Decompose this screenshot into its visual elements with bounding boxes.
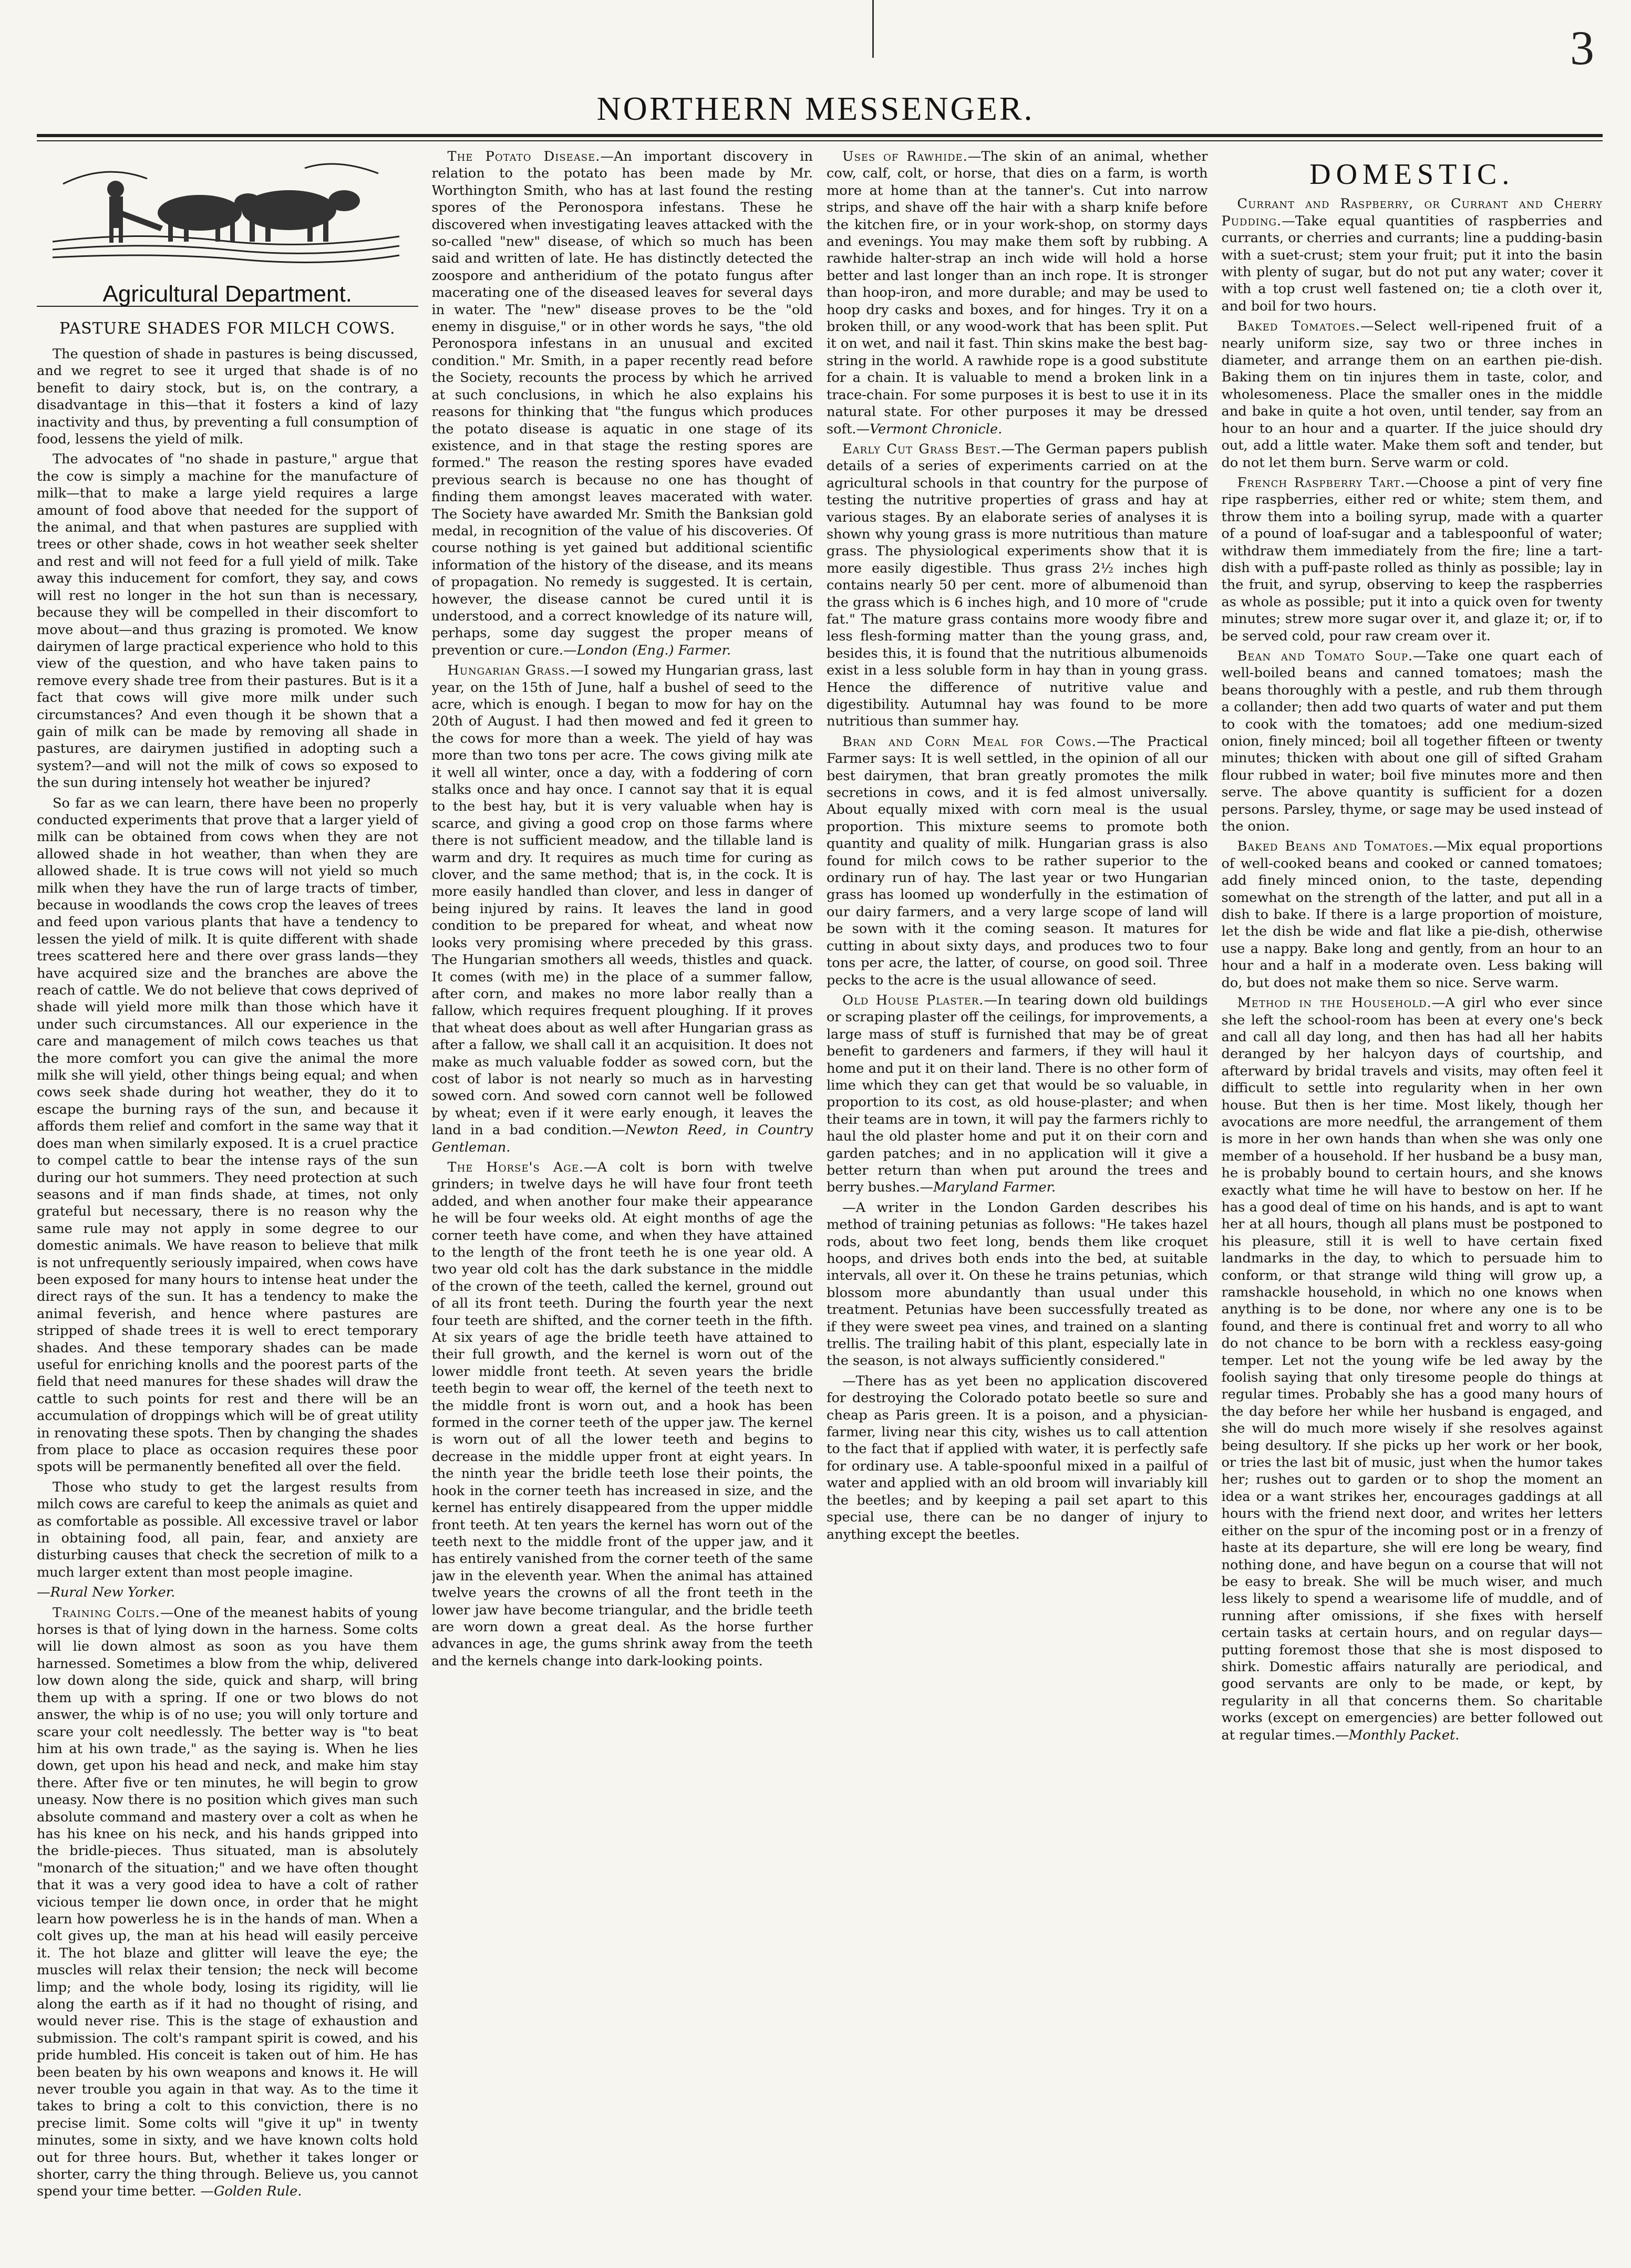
potato-disease-article xyxy=(432,148,813,659)
article-lead: French Raspberry Tart. xyxy=(1237,474,1406,491)
article-body: —An important discovery in relation to the potato has been made by Mr. Worthington Smith, who has at last found the resting spores of the Peronospora infestans. These he discovered when investigating leaves attacked with the so-called "new" disease, of which so much has been said and written of late. He has distinctly detected the zoospore and antheridium of the potato fungus after macerating one of the diseased leaves for several days in water. The "new" disease proves to be the "old enemy in disguise," or in other words he says, "the old Peronospora infestans in an unusual and excited condition." Mr. Smith, in a paper recently read before the Society, recounts the process by which he arrived at such conclusions, in which he also explains his reasons for thinking that "the fungus which produces the potato disease is aquatic in one stage of its existence, and in that stage the resting spores are formed." The reason the resting spores have evaded previous search is because no one has thought of finding them amongst leaves macerated with water. The Society have awarded Mr. Smith the Banksian gold medal, in recognition of the value of his discoveries. Of course nothing is yet gained but additional scientific information of the history of the disease, and its means of propagation. No remedy is suggested. It is certain, however, the disease cannot be cured until it is understood, and a correct knowledge of its nature will, perhaps, some day suggest the proper means of prevention or cure. xyxy=(431,149,813,658)
article-body: —I sowed my Hungarian grass, last year, on the 15th of June, half a bushel of seed to the acre, which is enough. I began to mow for hay on the 20th of August. I had then mowed and fed it green to the cows for more than a week. The yield of hay was more than two tons per acre. The cows giving milk ate it well all winter, once a day, with a foddering of corn stalks once and hay once. I cannot say that it is equal to the best hay, but it is very valuable when hay is scarce, and giving a good crop on those farms where there is not sufficient meadow, and the tillable land is warm and dry. It requires as much time for curing as clover, and the same method; that is, in the cock. It is more easily handled than clover, and less in danger of being injured by rains. It leaves the land in good condition to be prepared for wheat, and wheat now looks very promising where preceded by this grass. The Hungarian smothers all weeds, thistles and quack. It comes (with me) in the place of a summer fallow, after corn, and makes no more labor really than a fallow, which requires frequent ploughing. If it proves that wheat does about as well after Hungarian grass as after a fallow, we shall call it an acquisition. It does not make as much valuable fodder as sowed corn, but the cost of labor is not nearly so much as in harvesting sowed corn. And sowed corn cannot well be followed by wheat; even if it were early enough, it leaves the land in a bad condition. xyxy=(431,662,813,1138)
training-colts-article xyxy=(37,1604,418,2200)
article-body: —A colt is born with twelve grinders; in twelve days he will have four front teeth added, and when another four make their appearance he will be four weeks old. At eight months of age the corner teeth have come, and when they have attained to the length of the front teeth he is one year old. A two year old colt has the dark substance in the middle of the crown of the teeth, called the kernel, ground out of all its front teeth. During the fourth year the next four teeth are shifted, and the corner teeth in the fifth. At six years of age the bridle teeth have attained to their full growth, and the kernel is worn out of the lower middle front teeth. At seven years the bridle teeth begin to wear off, the kernel of the teeth next to the middle front is worn out, and a hook has been formed in the corner teeth of the upper jaw. The kernel is worn out of all the lower teeth and begins to decrease in the middle upper front at eight years. In the ninth year the bridle teeth lose their points, the hook in the corner teeth has increased in size, and the kernel has entirely disappeared from the upper middle front teeth. At ten years the kernel has worn out of the teeth next to the middle front of the upper jaw, and it has entirely vanished from the corner teeth of the same jaw in the eleventh year. When the animal has attained twelve years the crowns of all the front teeth in the lower jaw have become triangular, and the bridle teeth are worn down a great deal. As the horse further advances in age, the gums shrink away from the teeth and the kernels change into dark-looking points. xyxy=(431,1159,813,1669)
department-title: Agricultural Department. xyxy=(102,281,352,307)
column-2 xyxy=(432,148,813,2239)
raspberry-tart-recipe xyxy=(1222,474,1603,645)
article-source: —Maryland Farmer. xyxy=(920,1179,1056,1196)
masthead-rule-thick xyxy=(37,134,1603,137)
article-lead: Bean and Tomato Soup. xyxy=(1237,648,1413,664)
old-house-plaster-article xyxy=(827,992,1208,1196)
article-lead: Bran and Corn Meal for Cows. xyxy=(842,733,1097,750)
pasture-paragraph: So far as we can learn, there have been no properly conducted experiments that prove that a larger yield of milk can be obtained from cows when they are not allowed shade in hot weather, than when they are allowed shade. It is true cows will not yield so much milk when they have the run of large tracts of timber, because in woodlands the cows crop the leaves of trees and feed upon various plants that have a tendency to lessen the yield of milk. It is quite different with shade trees scattered here and there over grass lands—they have acquired size and the branches are above the reach of cattle. We do not believe that cows deprived of shade will yield more milk than those which have it under such circumstances. All our experience in the care and management of milch cows teaches us that the more comfort you can give the animal the more milk she will yield, other things being equal; and when cows seek shade during hot weather, they do it to escape the burning rays of the sun, and because it affords them relief and comfort in the same way that it does man when similarly exposed. It is a cruel practice to compel cattle to bear the intense rays of the sun during our hot summers. They need protection at such seasons and if man finds shade, at times, not only grateful but necessary, there is no reason why the same rule may not apply in some degree to our domestic animals. We have reason to believe that milk is not unfrequently seriously impaired, when cows have been exposed for many hours to intense heat under the direct rays of the sun. It has a tendency to make the animal feverish, and hence where pastures are stripped of shade trees it is well to erect temporary shades. And these temporary shades can be made useful for enriching knolls and the poorest parts of the field that need manures for these shades will draw the cattle to such points for rest and there will be an accumulation of droppings which will be of great utility in renovating these spots. Then by changing the shades from place to place as occasion requires these poor spots will be permanently benefited all over the field. xyxy=(37,795,418,1475)
hungarian-grass-article xyxy=(432,662,813,1156)
masthead: NORTHERN MESSENGER. xyxy=(596,90,1035,127)
pasture-paragraph: Those who study to get the largest results from milch cows are careful to keep the animals as quiet and as comfortable as possible. All excessive travel or labor in obtaining food, all pain, fear, and anxiety are disturbing causes that check the secretion of milk to a much larger extent than most people imagine. xyxy=(37,1479,418,1580)
pasture-paragraph: The advocates of "no shade in pasture," argue that the cow is simply a machine for the manufacture of milk—that to make a large yield requires a large amount of food above that needed for the support of the animal, and that when pastures are supplied with trees or other shade, cows in hot weather seek shelter and rest and will not feed for a full yield of milk. Take away this inducement for comfort, they say, and cows will rest no longer in the hot sun than is necessary, because they will be compelled in their discomfort to move about—and thus grazing is promoted. We know dairymen of large practical experience who hold to this view of the question, and who have taken pains to remove every shade tree from their pastures. But is it a fact that cows will give more milk under such circumstances? And even though it be shown that a gain of milk can be made by removing all shade in pastures, are dairymen justified in adopting such a system?—and will not the milk of cows so exposed to the sun during intensely hot weather be injured? xyxy=(37,451,418,791)
page-number: 3 xyxy=(1570,21,1594,75)
pudding-recipe xyxy=(1222,195,1603,315)
article-lead: Method in the Household. xyxy=(1237,995,1432,1011)
article-body: —One of the meanest habits of young horses is that of lying down in the harness. Some colts will lie down almost as soon as you have them harnessed. Sometimes a blow from the whip, delivered low down along the side, quick and sharp, will bring them up with a spring. If one or two blows do not answer, the whip is of no use; you will only torture and scare your colt needlessly. The better way is "to beat him at his own trade," as the saying is. When he lies down, get upon his head and neck, and make him stay there. After five or ten minutes, he will begin to grow uneasy. Now there is no position which gives man such absolute command and mastery over a colt as when he has his knee on his neck, and his hands gripped into the bridle-pieces. Thus situated, man is absolutely "monarch of the situation;" and we have often thought that it was a very good idea to have a colt of rather vicious temper lie down once, in order that he might learn how powerless he is in the hands of man. When a colt gives up, the man at his head will easily perceive it. The hot blaze and glitter will leave the eye; the muscles will relax their tension; the neck will become limp; and the whole body, losing its rigidity, will lie along the earth as if it had no thought of rising, and would never rise. This is the stage of exhaustion and submission. The colt's rampant spirit is cowed, and his pride humbled. His conceit is taken out of him. He has been beaten by his own weapons and knows it. He will never trouble you again in that way. As to the time it takes to bring a colt to this conviction, there is no precise limit. Some colts will "give it up" in twenty minutes, some in sixty, and we have known colts hold out for three hours. But, whether it takes longer or shorter, carry the thing through. Believe us, you cannot spend your time better. xyxy=(37,1604,418,2200)
article-lead: Uses of Rawhide. xyxy=(842,149,968,164)
agricultural-department-header xyxy=(37,148,418,307)
article-lead: Baked Beans and Tomatoes. xyxy=(1237,838,1434,855)
article-body: —The Practical Farmer says: It is well settled, in the opinion of all our best dairymen, that bran greatly promotes the milk secretions in cows, and it is fed almost universally. About equally mixed with corn meal is the usual proportion. This mixture seems to promote both quantity and quality of milk. Hungarian grass is also found for milch cows to be rather superior to the ordinary run of hay. The last year or two Hungarian grass has loomed up wonderfully in the estimation of our dairy farmers, and a very large scope of land will be sown with it the coming season. It matures for cutting in about sixty days, and produces two to four tons per acre, the latter, of course, on good soil. Three pecks to the acre is the usual allowance of seed. xyxy=(827,733,1208,988)
column-1 xyxy=(37,148,418,2239)
article-body: —Take one quart each of well-boiled beans and canned tomatoes; mash the beans thoroughly with a pestle, and rub them through a collander; then add two quarts of water and put them to cook with the tomatoes; add one medium-sized onion, finely minced; boil all together fifteen or twenty minutes; thicken with about one gill of sifted Graham flour rubbed in water; boil five minutes more and then serve. The above quantity is sufficient for a dozen persons. Parsley, thyme, or sage may be used instead of the onion. xyxy=(1221,648,1603,835)
article-body: —Mix equal proportions of well-cooked beans and cooked or canned tomatoes; add finely minced onion, to the taste, depending somewhat on the strength of the latter, and put all in a dish to bake. If there is a large proportion of moisture, let the dish be wide and flat like a pie-dish, otherwise use a nappy. Bake long and gently, from an hour to an hour and a half in a moderate oven. Less baking will do, but does not make them so nice. Serve warm. xyxy=(1221,838,1603,991)
masthead-rule-thin xyxy=(37,140,1603,141)
article-lead: The Horse's Age. xyxy=(447,1159,584,1175)
horse-age-article xyxy=(432,1159,813,1670)
baked-beans-recipe xyxy=(1222,838,1603,991)
article-columns xyxy=(37,148,1603,2239)
article-body: —A girl who ever since she left the school-room has been at every one's beck and call all day long, and then has had all her habits deranged by her halcyon days of courtship, and afterward by bridal travels and visits, may often feel it difficult to settle into regularity when in her own house. But then is her time. Most likely, though her avocations are more needful, the arrangement of them is more in her own hands than when she was only one member of a household. If her husband be a busy man, he is probably bound to certain hours, and she knows exactly what time he will have to bestow on her. If he has a good deal of time on his hands, and is apt to want her at all hours, though all plans must be postponed to his pleasure, still it is well to have certain fixed landmarks in the day, to which to persuade him to conform, or that strange wild thing will grow up, a ramshackle household, in which no one knows when anything is to be done, nor where any one is to be found, and there is continual fret and worry to all who do not chance to be born with a reckless easy-going temper. Let not the young wife be led away by the foolish saying that only tiresome people do things at regular times. Probably she has a good many hours of the day before her while her husband is engaged, and she will do much more wisely if she resolves against being desultory. If she picks up her work or her book, or tries the last bit of music, just when the humor takes her; rushes out to garden or to shop the moment an idea or a want strikes her, encourages gaddings at all hours with the friend next door, and writes her letters either on the spur of the incoming post or in a frenzy of haste at its departure, she will ere long be weary, find nothing done, and have begun on a course that will not be easy to break. She will be much wiser, and much less likely to spend a wearisome life of muddle, and of running after omissions, if she fixes with herself certain tasks at certain hours, and on regular days—putting foremost those that she is most disposed to shirk. Domestic affairs naturally are periodical, and good servants are only to be made, or kept, by regularity in all that concerns them. So charitable works (except on emergencies) are better followed out at regular times. xyxy=(1221,995,1603,1743)
rawhide-article xyxy=(827,148,1208,438)
article-body: —Choose a pint of very fine ripe raspberries, either red or white; stem them, and throw them into a boiling syrup, made with a quarter of a pound of loaf-sugar and a tablespoonful of water; withdraw them immediately from the fire; line a tart-dish with a puff-paste rolled as thinly as possible; lay in the fruit, and syrup, observing to keep the raspberries as whole as possible; put it into a quick oven for twenty minutes; strew more sugar over it, and glaze it; or, if to be served cold, pour raw cream over it. xyxy=(1221,474,1603,644)
petunia-article: —A writer in the London Garden describes his method of training petunias as follows: "He takes hazel rods, about two feet long, bends them like croquet hoops, and drives both ends into the bed, at suitable intervals, all over it. On these he trains petunias, which blossom more abundantly than usual under this treatment. Petunias have been successfully treated as if they were sweet pea vines, and trained on a slanting trellis. The trailing habit of this plant, especially late in the season, is not always sufficiently considered." xyxy=(827,1199,1208,1369)
ploughing-engraving-icon xyxy=(42,152,410,268)
potato-beetle-article: —There has as yet been no application discovered for destroying the Colorado potato beetle so sure and cheap as Paris green. It is a poison, and a physician-farmer, living near this city, wishes us to call attention to the fact that if applied with water, it is perfectly safe for ordinary use. A table-spoonful mixed in a pailful of water and applied with an old broom will invariably kill the beetles; and by keeping a pail set apart to this special use, there can be no danger of injury to anything except the beetles. xyxy=(827,1373,1208,1542)
article-source: —Vermont Chronicle. xyxy=(856,421,1003,437)
article-lead: Hungarian Grass. xyxy=(447,662,571,679)
column-3 xyxy=(827,148,1208,2239)
article-lead: Currant and Raspberry, or Currant and Cherry Pudding. xyxy=(1221,196,1603,229)
article-body: —The skin of an animal, whether cow, calf, colt, or horse, that dies on a farm, is worth more at home than at the tanner's. Cut into narrow strips, and shave off the hair with a sharp knife before the kitchen fire, or in your work-shop, on stormy days and evenings. You may make them soft by rubbing. A rawhide halter-strap an inch wide will hold a horse better and last longer than an inch rope. It is stronger than hoop-iron, and more durable; and may be used to hoop dry casks and boxes, and for hinges. Try it on a broken thill, or any wood-work that has been split. Put it on wet, and nail it fast. Thin skins make the best bag-string in the world. A rawhide rope is a good substitute for a chain. It is valuable to mend a broken link in a trace-chain. For some purposes it is best to use it in its natural state. For other purposes it may be dressed soft. xyxy=(827,149,1208,437)
article-body: —Select well-ripened fruit of a nearly uniform size, say two or three inches in diameter, and arrange them on an earthen pie-dish. Baking them on tin injures them in taste, color, and wholesomeness. Place the smaller ones in the middle and bake in quite a hot oven, until tender, say from an hour to an hour and a quarter. If the juice should dry out, add a little water. Make them soft and tender, but do not let them burn. Serve warm or cold. xyxy=(1221,318,1603,471)
article-lead: Old House Plaster. xyxy=(842,992,984,1008)
article-source: —Newton Reed, in Country Gentleman. xyxy=(431,1122,813,1155)
binding-mark xyxy=(872,0,874,58)
domestic-section-title: DOMESTIC. xyxy=(1309,158,1515,191)
article-source: —London (Eng.) Farmer. xyxy=(563,642,731,658)
article-lead: The Potato Disease. xyxy=(447,149,601,164)
bean-tomato-soup-recipe xyxy=(1222,648,1603,835)
pasture-paragraph: The question of shade in pastures is being discussed, and we regret to see it urged that shade is of no benefit to dairy stock, but is, on the contrary, a disadvantage in this—that it fosters a kind of lazy inactivity and thus, by preventing a full consumption of food, lessens the yield of milk. xyxy=(37,346,418,448)
pasture-source: —Rural New Yorker. xyxy=(37,1585,176,1601)
column-4 xyxy=(1222,148,1603,2239)
early-cut-grass-article xyxy=(827,441,1208,730)
pasture-article-title: PASTURE SHADES FOR MILCH COWS. xyxy=(59,319,396,338)
article-lead: Training Colts. xyxy=(53,1604,160,1621)
article-lead: Early Cut Grass Best. xyxy=(842,441,1002,457)
article-source: —Monthly Packet. xyxy=(1335,1727,1460,1743)
article-body: —The German papers publish details of a series of experiments carried on at the agricultural schools in that country for the purpose of testing the nutritive properties of grass and hay at various stages. By an elaborate series of analyses it is shown why young grass is more nutritious than mature grass. The physiological experiments show that it is more easily digestible. Thus grass 2½ inches high contains nearly 50 per cent. more of albumenoid than the grass which is 6 inches high, and 10 more of "crude fat." The mature grass contains more woody fibre and less flesh-forming matter than the young grass, and, besides this, it is found that the nutritious albumenoids exist in a less soluble form in hay than in young grass. Hence the difference of nutritive value and digestibility. Autumnal hay was found to be more nutritious than summer hay. xyxy=(827,441,1208,730)
article-body: —Take equal quantities of raspberries and currants, or cherries and currants; line a pudding-basin with a suet-crust; stem your fruit; put it into the basin with plenty of sugar, but do not put any water; cover it with a top crust well fastened on; tie a cloth over it, and boil for two hours. xyxy=(1221,213,1603,314)
article-source: —Golden Rule. xyxy=(200,2183,302,2200)
article-lead: Baked Tomatoes. xyxy=(1237,318,1360,335)
baked-tomatoes-recipe xyxy=(1222,318,1603,471)
bran-corn-meal-article xyxy=(827,733,1208,989)
article-body: —In tearing down old buildings or scraping plaster off the ceilings, for improvements, a large mass of stuff is furnished that may be of great benefit to gardeners and farmers, if they will haul it home and put it on their land. There is no other form of lime which they can get that would be so valuable, in proportion to its cost, as old house-plaster; and when their teams are in town, it will pay the farmers richly to haul the old plaster home and put it on their corn and garden patches; and in no application will it give a better return than when put around the trees and berry bushes. xyxy=(827,992,1208,1196)
method-household-article xyxy=(1222,995,1603,1744)
